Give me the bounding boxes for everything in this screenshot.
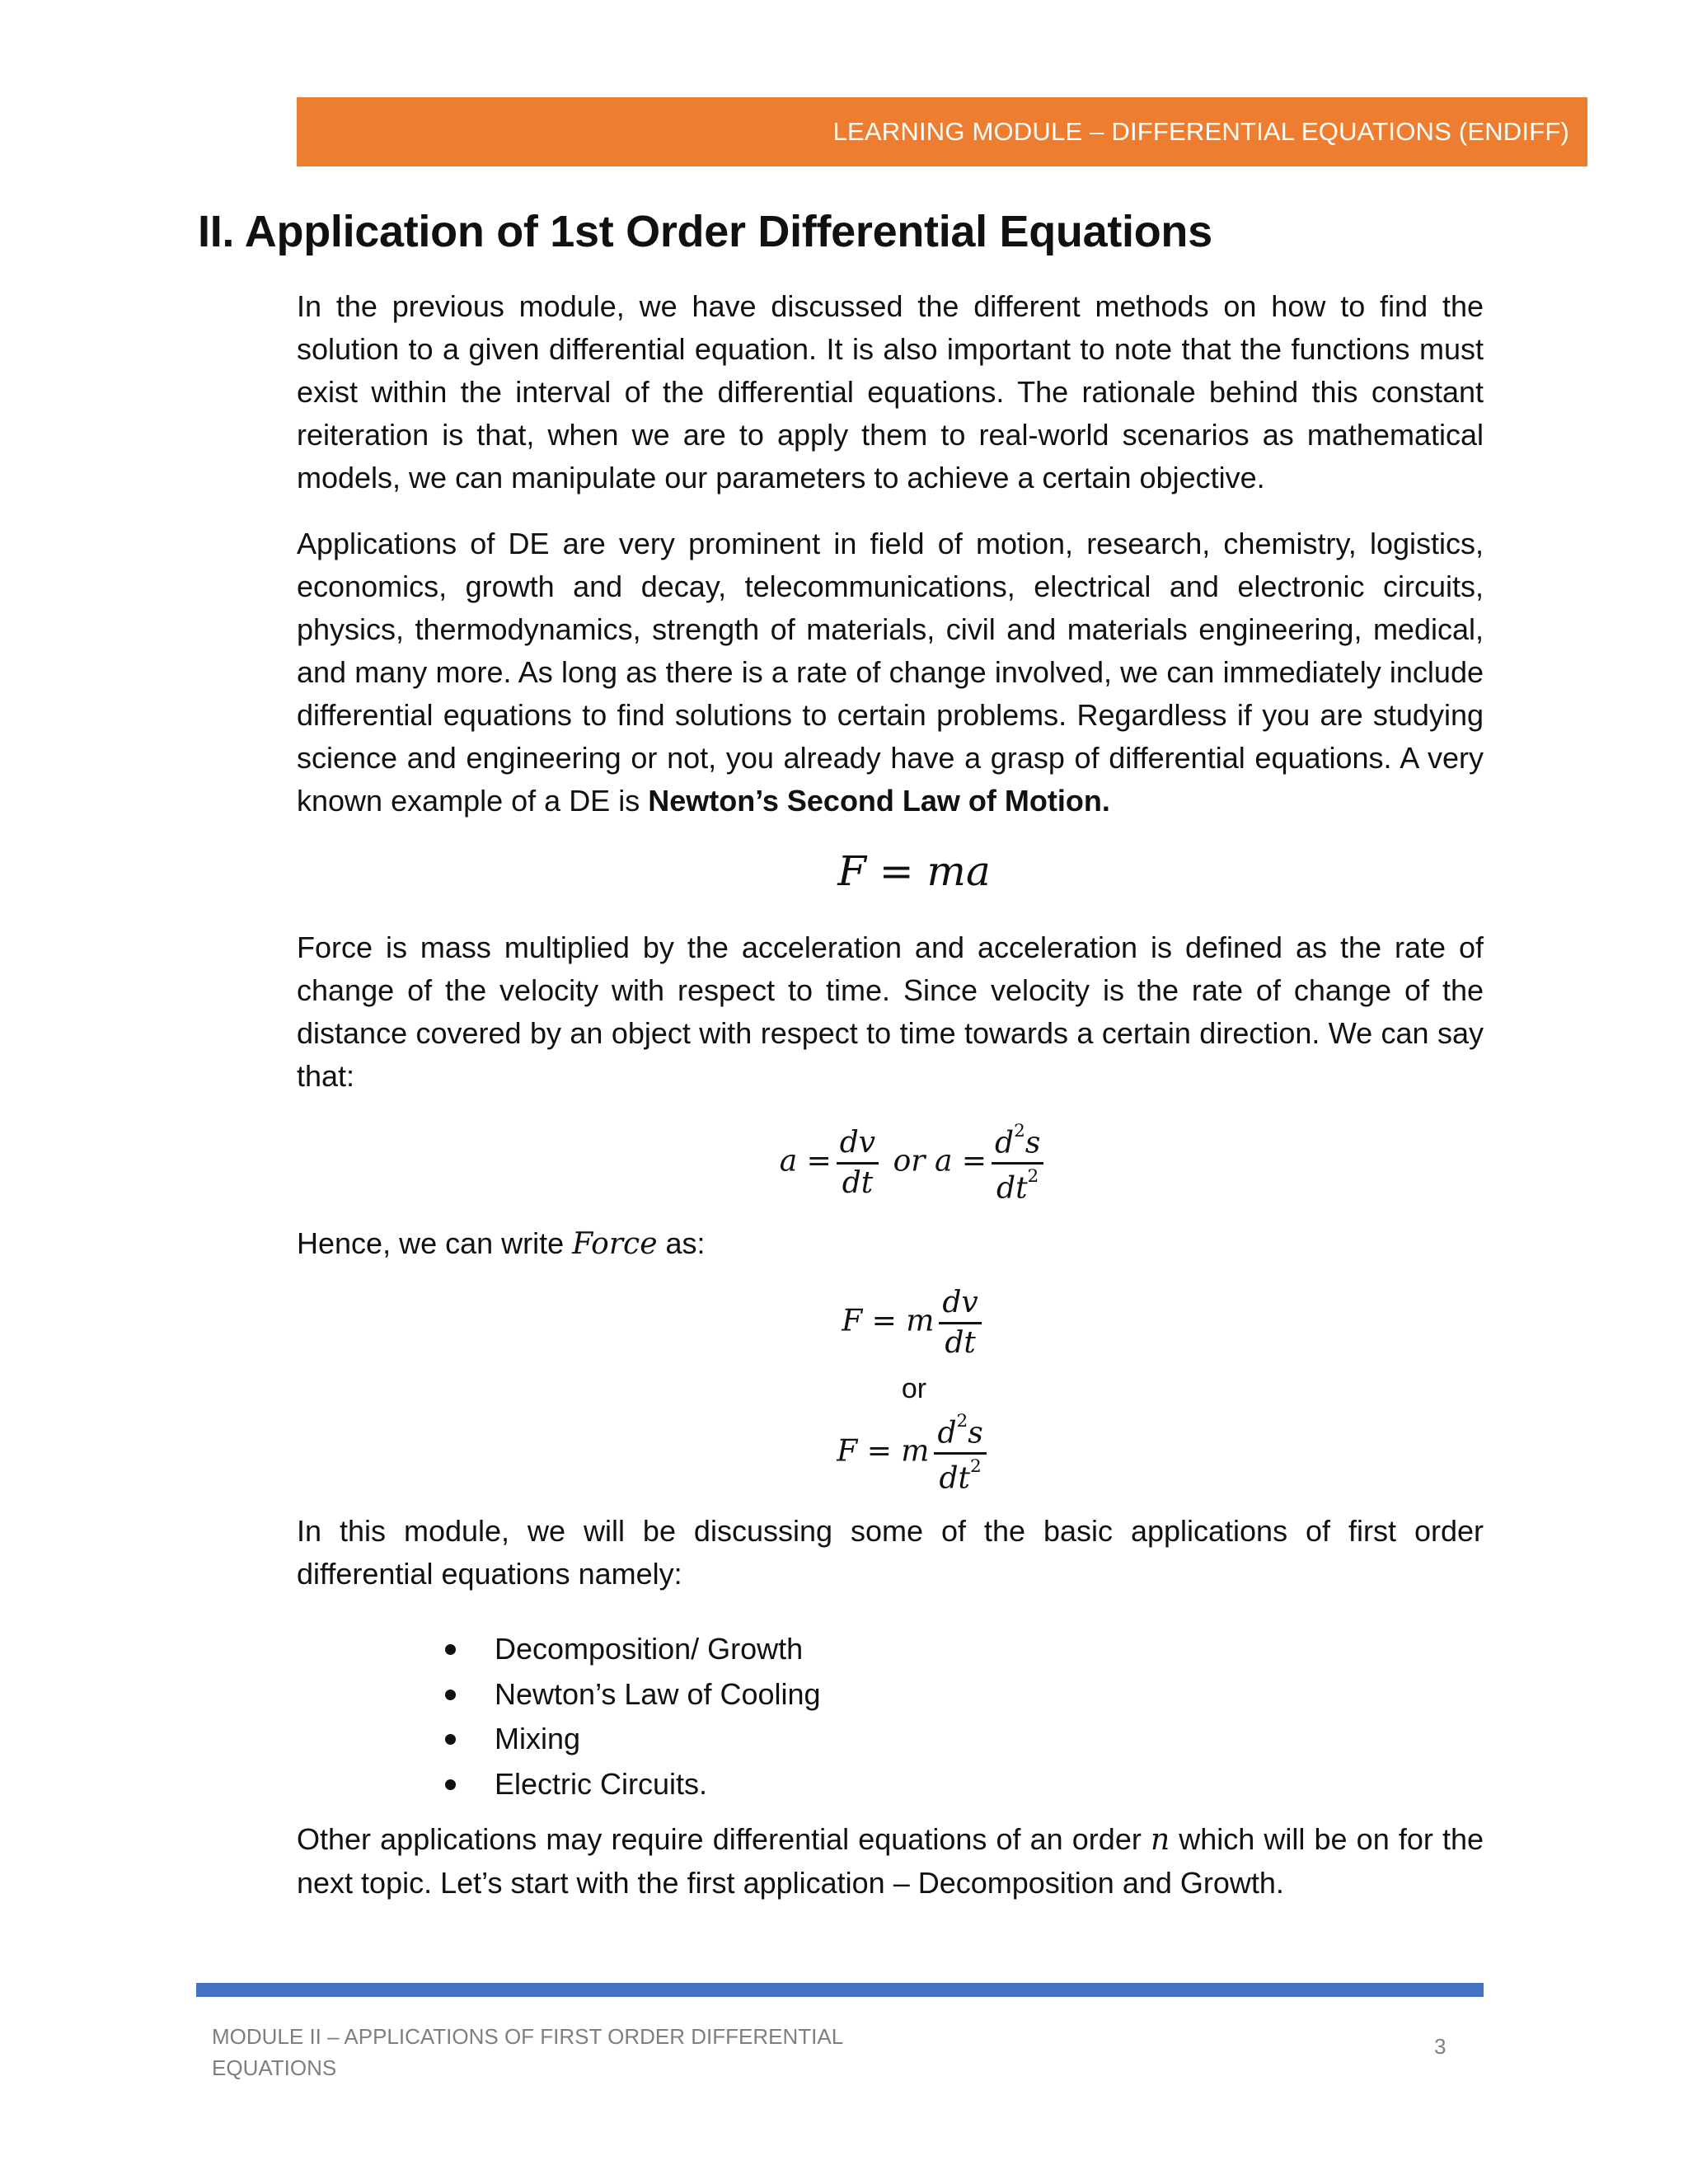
fraction-dv-dt: [837, 1127, 879, 1199]
force-lhs: F = m: [837, 1434, 930, 1469]
var-d: d: [995, 1126, 1015, 1160]
equation-force-d2s-dt2: [0, 1413, 1688, 1494]
fraction-denominator: dt: [842, 1166, 874, 1201]
newton-second-law-bold: Newton’s Second Law of Motion.: [648, 784, 1110, 818]
exponent-two: 2: [956, 1411, 968, 1432]
equation-acceleration: [0, 1122, 1688, 1204]
fraction-d2s-dt2: [934, 1413, 986, 1494]
accel-lhs: a =: [779, 1144, 832, 1179]
force-lhs: F = m: [842, 1304, 935, 1338]
paragraph-intro: In the previous module, we have discussed the different methods on how to find the solution to a given differential equation. It is also important to note that the functions must exist within the interval of the differential equations. The rationale behind this constant reiteration is that, when we are to apply them to real-world scenarios as mathematical models, we can manipulate our parameters to achieve a certain objective.: [297, 289, 1484, 494]
list-item: [445, 1627, 821, 1672]
paragraph-module-intro: In this module, we will be discussing some of the basic applications of first order differential equations namely:: [297, 1514, 1484, 1591]
list-item: [445, 1672, 821, 1718]
bullet-icon: [445, 1644, 456, 1655]
other-text: Other applications may require differential equations of an order: [297, 1822, 1151, 1856]
as-text: as:: [657, 1226, 706, 1260]
fraction-d2s-dt2: [992, 1122, 1043, 1204]
footer-line-2: EQUATIONS: [212, 2055, 337, 2080]
fraction-dv-dt: [939, 1287, 981, 1359]
page-title: II. Application of 1st Order Differential Equations: [198, 207, 1212, 256]
list-item-label: Electric Circuits.: [495, 1766, 708, 1801]
footer-module-title: [212, 2021, 954, 2083]
paragraph-force: Force is mass multiplied by the acceleration and acceleration is defined as the rate of change of the velocity with respect to time. Since velocity is the rate of change of the distance covered by an object with respect to time towards a certain direction. We can say that:: [297, 930, 1484, 1093]
or-separator: or: [901, 1373, 927, 1404]
next-topic-text: which will be on for the next topic. Let’s start with the first application – Decomposition and Growth.: [297, 1822, 1484, 1900]
fraction-numerator: dv: [939, 1287, 981, 1324]
force-math: Force: [572, 1227, 658, 1261]
exponent-two: 2: [969, 1456, 982, 1478]
hence-text: Hence, we can write: [297, 1226, 573, 1260]
list-item: [445, 1762, 821, 1807]
applications-list: [445, 1627, 821, 1807]
header-banner-text: LEARNING MODULE – DIFFERENTIAL EQUATIONS (ENDIFF): [832, 117, 1569, 146]
footer-line-1: MODULE II – APPLICATIONS OF FIRST ORDER DIFFERENTIAL: [212, 2024, 844, 2049]
fraction-denominator: dt: [945, 1325, 976, 1360]
list-item-label: Newton’s Law of Cooling: [495, 1676, 821, 1711]
var-s: s: [968, 1416, 983, 1451]
fraction-numerator: dv: [837, 1127, 879, 1165]
bullet-icon: [445, 1779, 456, 1790]
var-dt: dt: [939, 1461, 970, 1496]
equation-newton: F = ma: [837, 847, 991, 895]
paragraph-other-applications: [297, 1818, 1484, 1905]
bullet-icon: [445, 1734, 456, 1745]
accel-lhs-2: a =: [934, 1144, 987, 1179]
var-d: d: [937, 1416, 957, 1451]
exponent-two: 2: [1027, 1166, 1039, 1188]
page-number: 3: [1434, 2034, 1447, 2059]
bullet-icon: [445, 1690, 456, 1700]
var-s: s: [1025, 1126, 1041, 1160]
or-text: or: [893, 1144, 926, 1179]
list-item-label: Mixing: [495, 1722, 581, 1755]
equation-force-dv-dt: [0, 1287, 1688, 1359]
footer-divider: [196, 1983, 1484, 1997]
fraction-denominator-dt2: [935, 1455, 984, 1494]
fraction-numerator-d2s: [992, 1122, 1043, 1165]
fraction-numerator-d2s: [934, 1413, 986, 1455]
order-n-math: n: [1150, 1823, 1170, 1857]
list-item-label: Decomposition/ Growth: [495, 1632, 804, 1666]
exponent-two: 2: [1014, 1121, 1025, 1141]
list-item: [445, 1717, 821, 1762]
paragraph-applications: [297, 523, 1484, 823]
fraction-denominator-dt2: [993, 1165, 1042, 1204]
paragraph-applications-text: Applications of DE are very prominent in field of motion, research, chemistry, logistics, economics, growth and decay, telecommunications, electrical and electronic circuits, physics, thermodynamics, strength of materials, civil and materials engineering, medical, and many more. As long as there is a rate of change involved, we can immediately include differential equations to find solutions to certain problems. Regardless if you are studying science and engineering or not, you already have a grasp of differential equations. A very known example of a DE is: [297, 527, 1484, 818]
header-banner: [297, 97, 1587, 166]
paragraph-hence: [297, 1222, 1484, 1266]
var-dt: dt: [996, 1171, 1028, 1206]
